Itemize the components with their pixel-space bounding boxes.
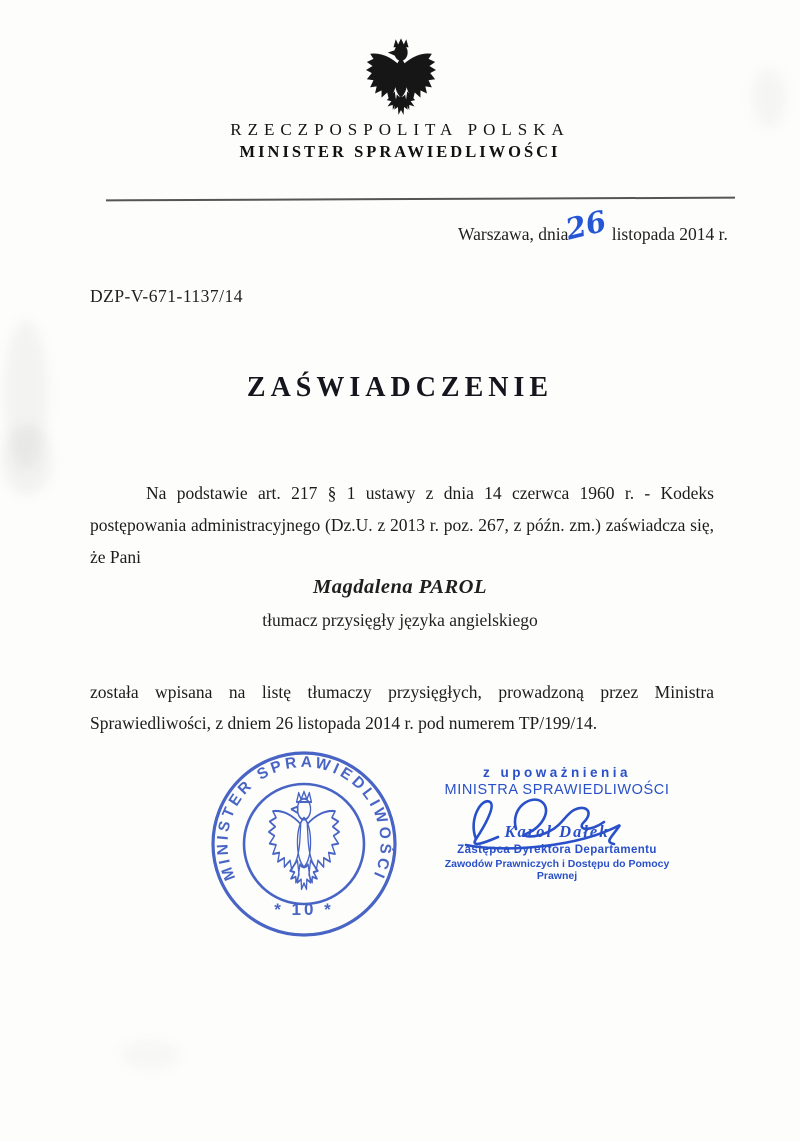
- date-line: [458, 203, 728, 247]
- ministry-round-stamp: [208, 748, 400, 940]
- date-prefix: Warszawa, dnia: [458, 224, 569, 244]
- document-title: ZAŚWIADCZENIE: [246, 372, 554, 403]
- stamp-eagle-icon: [269, 792, 340, 890]
- scan-smudge: [120, 1040, 180, 1070]
- stamp-number-text: * 10 *: [274, 900, 334, 919]
- signer-title-line1: Zastępca Dyrektora Departamentu: [457, 844, 657, 856]
- legal-basis-paragraph: Na podstawie art. 217 § 1 ustawy z dnia 14 czerwca 1960 r. - Kodeks postępowania administracyjnego (Dz.U. z 2013 r. poz. 267, z późn. zm.) zaświadcza się, że Pani: [90, 483, 714, 567]
- registration-paragraph: została wpisana na listę tłumaczy przysięgłych, prowadzoną przez Ministra Sprawiedliwości, z dniem 26 listopada 2014 r. pod numerem TP/199/14.: [90, 682, 714, 733]
- date-suffix: listopada 2014 r.: [611, 224, 728, 244]
- person-title: tłumacz przysięgły języka angielskiego: [262, 610, 538, 630]
- signer-name: Karol Dałek: [504, 822, 610, 841]
- reference-number: DZP-V-671-1137/14: [90, 286, 244, 306]
- header-divider: [106, 197, 735, 202]
- signer-title-line2: Zawodów Prawniczych i Dostępu do Pomocy Prawnej: [444, 858, 670, 882]
- letterhead-country: RZECZPOSPOLITA POLSKA: [230, 120, 570, 139]
- authorization-line: z upoważnienia: [482, 765, 631, 780]
- polish-eagle-emblem-icon: [361, 37, 441, 117]
- scan-smudge: [752, 68, 786, 128]
- scan-smudge: [2, 425, 52, 495]
- signature-block: [428, 765, 686, 882]
- stamp-ring-text: MINISTER SPRAWIEDLIWOŚCI: [214, 753, 394, 884]
- authorization-office: MINISTRA SPRAWIEDLIWOŚCI: [444, 782, 670, 798]
- person-name: Magdalena PAROL: [313, 576, 487, 598]
- letterhead-office: MINISTER SPRAWIEDLIWOŚCI: [239, 142, 561, 161]
- handwritten-day: 26: [562, 203, 611, 247]
